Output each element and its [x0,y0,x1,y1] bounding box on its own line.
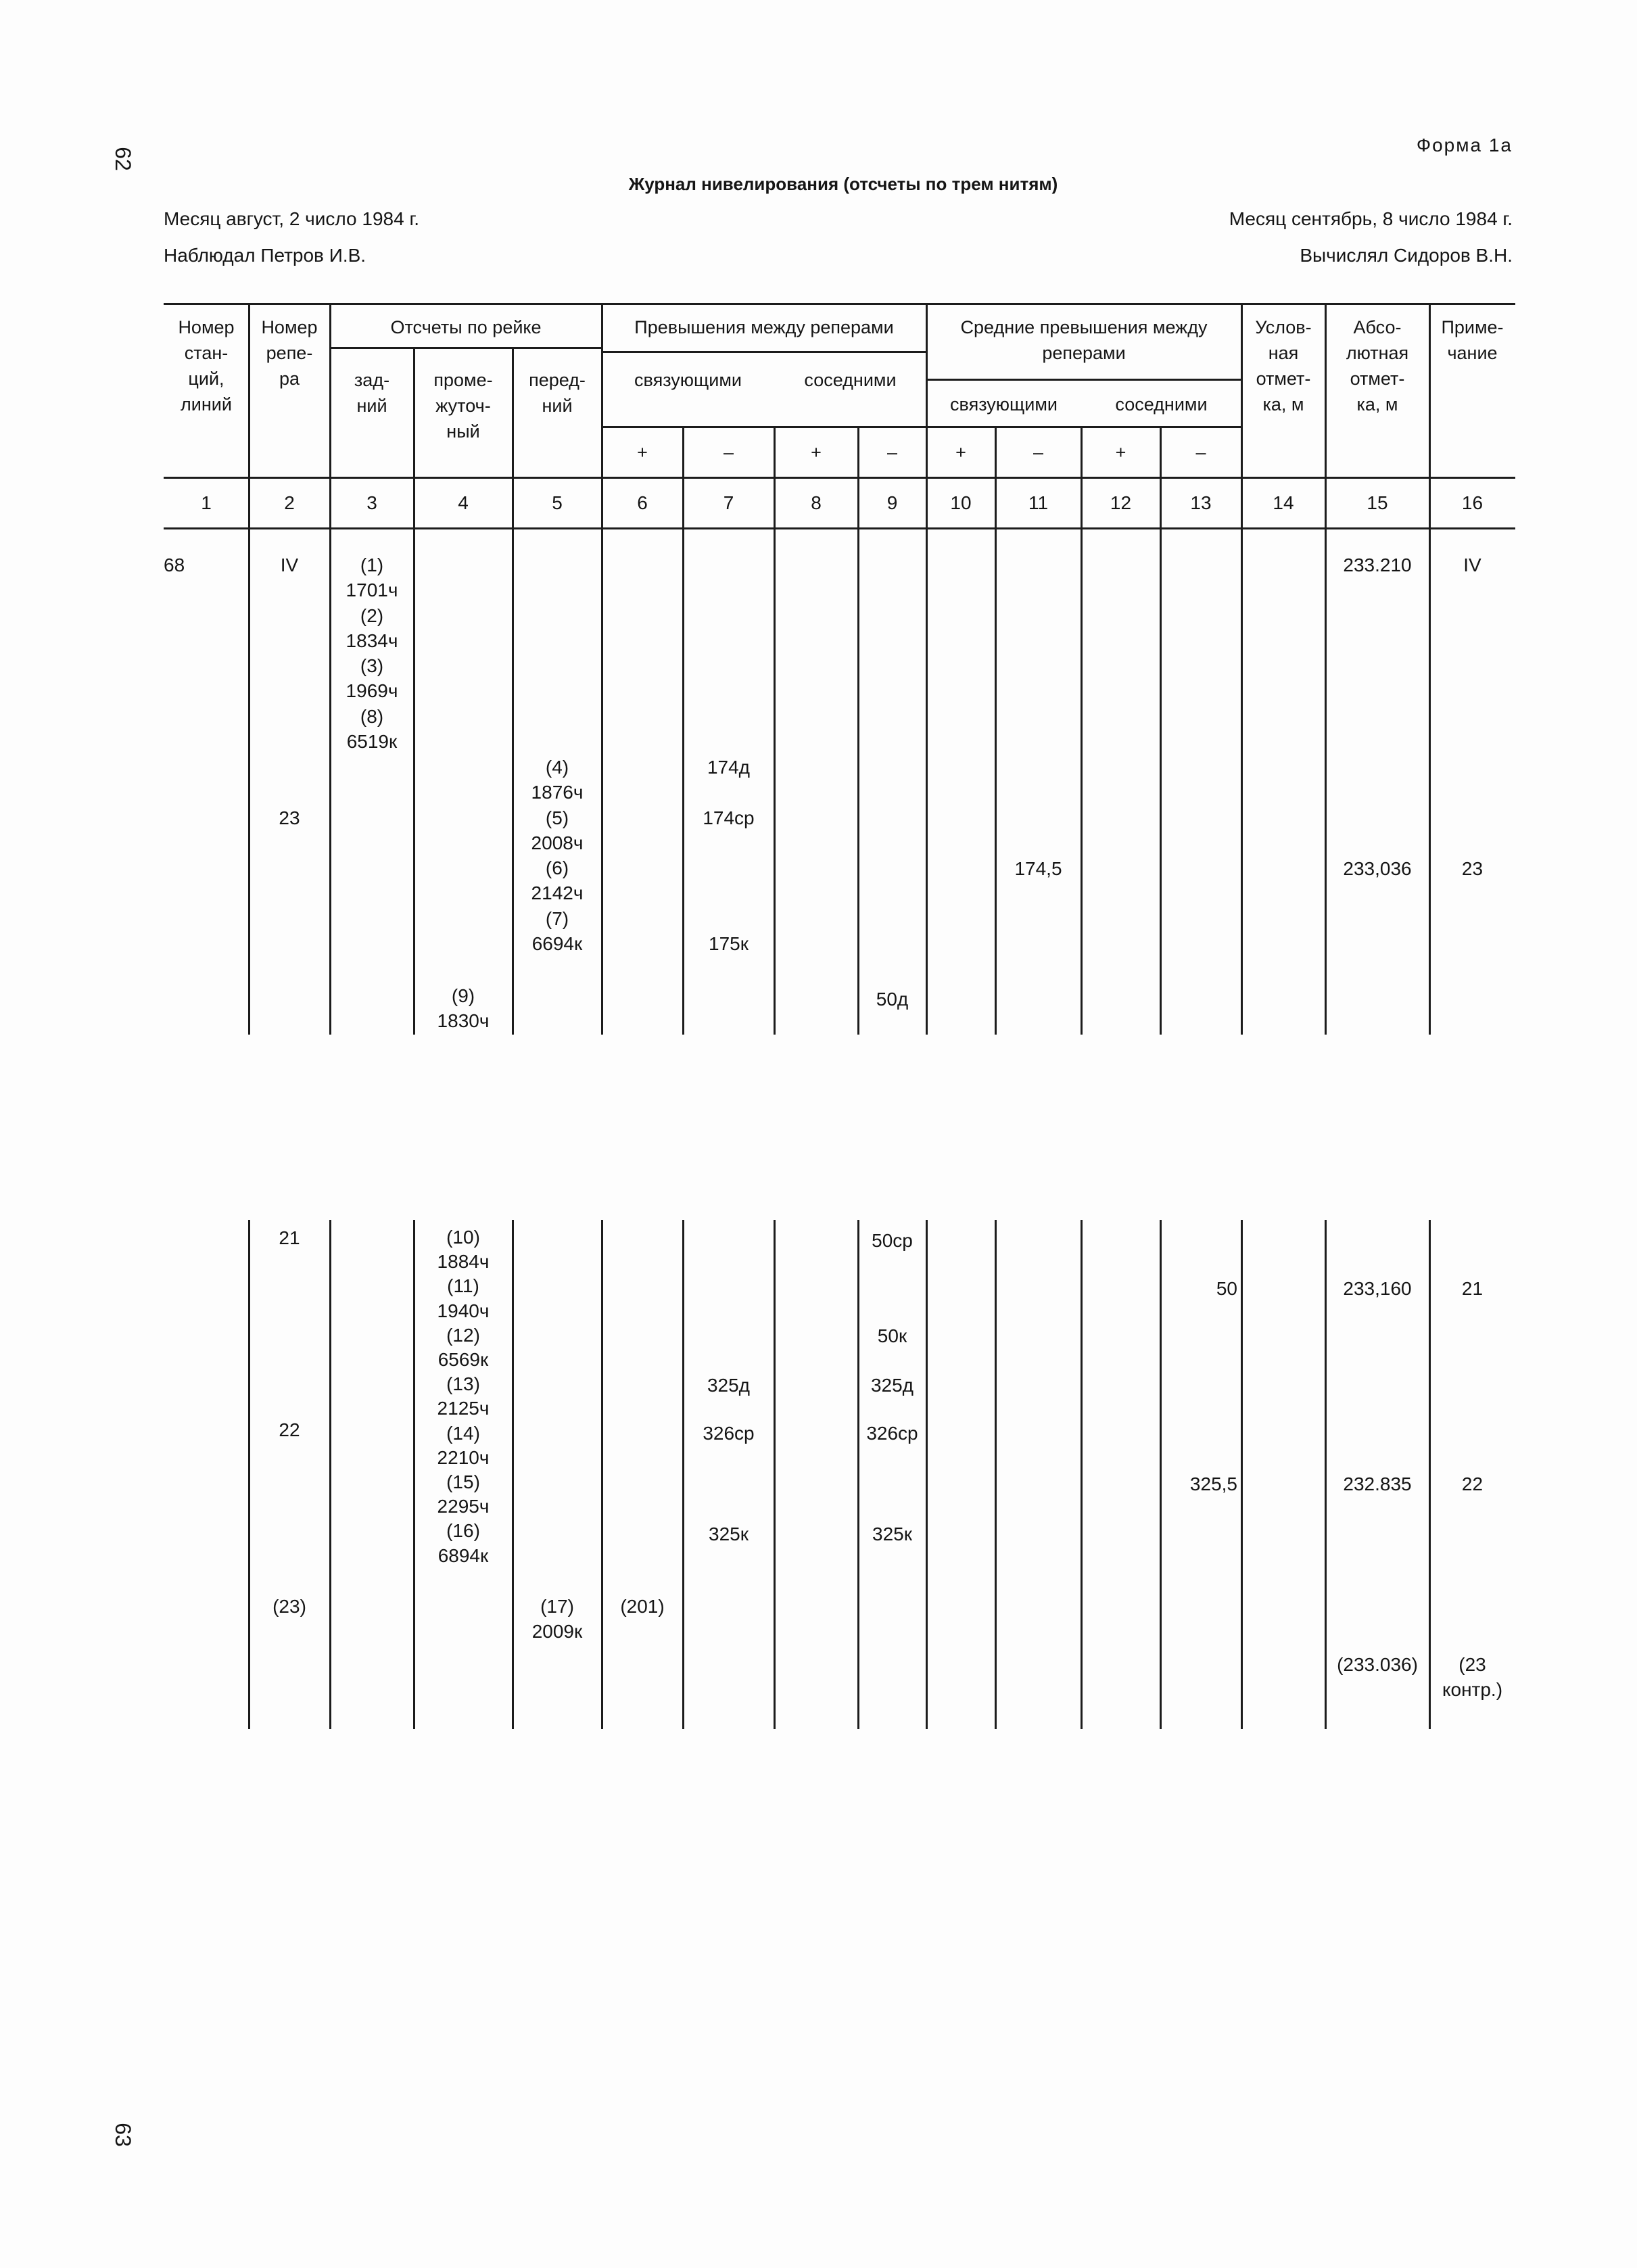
table-rule [329,528,331,1035]
header-station [164,314,249,417]
reading: (14) [446,1422,480,1444]
sign-plus: + [955,442,966,463]
reading: (13) [446,1373,480,1395]
reading: 1969ч [346,680,398,702]
neighbouring-minus-value: 326ср [866,1423,918,1444]
header-line: ная [1268,343,1299,363]
header-conditional-height [1241,314,1325,417]
reading: 1830ч [437,1010,490,1032]
table-rule [1241,304,1243,528]
table-rule [248,1220,250,1729]
sign-plus: + [1115,442,1126,463]
neighbouring-minus-value: 50ср [872,1230,913,1251]
table-rule [1429,1220,1431,1729]
header-linking: связующими [634,370,742,390]
table-rule [1081,427,1083,528]
table-rule [1325,1220,1327,1729]
column-number: 11 [1028,492,1049,513]
table-rule [926,304,928,528]
header-neighbouring: соседними [804,370,897,390]
table-rule [857,427,859,528]
table-rule [330,347,602,349]
note: 23 [1461,858,1484,879]
note: 22 [1461,1473,1484,1494]
absolute-height: 232.835 [1343,1473,1412,1494]
table-rule [601,304,603,528]
reading: 1884ч [437,1251,490,1273]
reading: 6569к [437,1349,489,1371]
header-line: репе- [266,343,313,363]
column-number: 4 [458,492,469,513]
linking-minus-value: 326ср [703,1423,755,1444]
table-rule [512,1220,514,1729]
header-line: ка, м [1356,394,1398,415]
reading: 6694к [531,933,583,955]
front-readings [513,1594,602,1644]
table-rule [682,1220,684,1729]
sign-minus: – [886,442,898,463]
column-number: 6 [637,492,648,513]
linking-minus-value: 174ср [703,807,755,828]
reading: 2008ч [531,832,584,853]
sign-minus: – [1195,442,1206,463]
table-rule [329,1220,331,1729]
column-number: 10 [950,492,972,513]
table-rule [1429,304,1431,528]
reading: 2009к [531,1621,583,1642]
reading: (17) [540,1596,574,1617]
page-number-top: 62 [111,147,135,171]
reading: (6) [545,857,569,879]
station-number: 68 [164,554,185,575]
absolute-height: 233,036 [1343,858,1412,879]
table-rule [926,1220,928,1729]
table-rule [248,528,250,1035]
table-rule [601,1220,603,1729]
header-line: Услов- [1255,317,1312,337]
control-note [1429,1652,1515,1702]
absolute-height: (233.036) [1337,1654,1418,1675]
column-number: 2 [284,492,295,513]
header-note [1429,314,1515,366]
header-line: зад- [354,370,390,390]
table-rule [329,304,331,528]
month-right: Месяц сентябрь, 8 число 1984 г. [1229,208,1513,229]
column-number: 7 [723,492,734,513]
header-line: реперами [1042,343,1126,363]
benchmark-number: 22 [279,1419,300,1440]
table-rule [164,303,1515,305]
header-line: Средние превышения между [960,317,1208,337]
reading: 2210ч [437,1446,490,1468]
reading: 1876ч [531,782,584,803]
header-line: ний [356,396,387,416]
table-rule [857,1220,859,1729]
reading: (8) [360,705,384,727]
reading: 1940ч [437,1300,490,1321]
column-number: 8 [811,492,822,513]
column-number: 5 [552,492,563,513]
reading: (12) [446,1324,480,1346]
table-rule [164,477,1515,479]
sign-plus: + [637,442,648,463]
table-rule [1429,528,1431,1035]
neighbouring-minus-value: 325д [870,1375,914,1396]
linking-minus-value: 174д [707,757,751,778]
header-line: лютная [1346,343,1409,363]
header-benchmark [249,314,330,392]
linking-minus-value: 175к [709,933,749,954]
table-rule [413,348,415,528]
linking-plus-value: (201) [620,1596,665,1617]
table-rule [682,528,684,1035]
column-number: 16 [1461,492,1484,513]
table-rule [1160,528,1162,1035]
table-rule [1160,1220,1162,1729]
header-line: отмет- [1256,369,1311,389]
reading: (2) [360,605,384,626]
reading: (1) [360,554,384,575]
header-absolute-height [1325,314,1429,417]
header-line: стан- [184,343,229,363]
header-mean-neighbouring: соседними [1115,394,1208,415]
table-rule [774,427,776,528]
table-rule [602,426,1241,428]
reading: (5) [545,807,569,828]
column-number: 12 [1110,492,1132,513]
column-number: 15 [1367,492,1388,513]
column-number: 3 [366,492,377,513]
table-rule [512,348,514,528]
column-number: 14 [1273,492,1294,513]
absolute-height: 233,160 [1343,1278,1412,1299]
header-line: жуточ- [435,396,491,416]
header-line: Номер [261,317,318,337]
reading: 6894к [437,1544,489,1566]
table-rule [995,528,997,1035]
header-line: ций, [188,369,224,389]
reading: (3) [360,655,384,677]
header-line: линий [181,394,232,415]
note: 21 [1461,1278,1484,1299]
header-staff-readings: Отсчеты по рейке [390,317,542,337]
mean-linking-minus: 174,5 [1014,858,1062,879]
benchmark-number: 23 [279,807,300,828]
header-line: чание [1447,343,1498,363]
table-rule [682,427,684,528]
reading: (16) [446,1520,480,1542]
neighbouring-minus-value: 325к [872,1523,912,1544]
header-line: ный [446,421,480,442]
table-rule [1081,1220,1083,1729]
column-number: 9 [886,492,898,513]
header-intermediate [414,367,513,444]
reading: (10) [446,1227,480,1248]
header-line: отмет- [1350,369,1405,389]
column-number: 13 [1190,492,1212,513]
header-elevation-diffs: Превышения между реперами [634,317,894,337]
sign-plus: + [811,442,822,463]
table-rule [413,528,415,1035]
benchmark-number: (23) [272,1596,306,1617]
sign-minus: – [723,442,734,463]
reading: (7) [545,907,569,929]
table-rule [926,528,928,1035]
benchmark-number: IV [280,554,299,575]
table-rule [164,527,1515,529]
back-readings [330,552,414,754]
table-rule [995,427,997,528]
header-line: Номер [178,317,235,337]
mean-neighbouring-minus: 325,5 [1189,1473,1237,1494]
table-rule [1241,528,1243,1035]
header-line: Приме- [1441,317,1504,337]
note: IV [1463,554,1481,575]
table-rule [774,1220,776,1729]
note-line: контр.) [1442,1679,1503,1700]
page-title: Журнал нивелирования (отсчеты по трем нитям) [628,174,1058,194]
intermediate-readings [414,983,513,1034]
header-line: ка, м [1262,394,1304,415]
table-rule [601,528,603,1035]
month-left: Месяц август, 2 число 1984 г. [164,208,420,229]
table-rule [1241,1220,1243,1729]
page-number-bottom: 63 [111,2123,135,2147]
neighbouring-minus-value: 50к [877,1325,907,1346]
table-rule [995,1220,997,1729]
note-line: (23 [1458,1654,1486,1675]
reading: 6519к [346,731,398,753]
header-mean-diffs [926,314,1241,366]
table-rule [857,528,859,1035]
header-mean-linking: связующими [950,394,1058,415]
header-line: Абсо- [1353,317,1402,337]
table-rule [774,528,776,1035]
table-rule [1325,528,1327,1035]
column-number: 1 [201,492,212,513]
table-rule [926,379,1241,381]
intermediate-readings [414,1225,513,1568]
reading: 2142ч [531,882,584,904]
form-label: Форма 1а [1416,135,1513,156]
header-line: ра [279,369,300,389]
table-rule [248,304,250,528]
absolute-height: 233.210 [1343,554,1412,575]
header-back [330,367,414,419]
mean-neighbouring-minus: 50 [1216,1278,1237,1299]
reading: 2125ч [437,1398,490,1419]
table-rule [602,351,926,353]
table-rule [413,1220,415,1729]
calculator: Вычислял Сидоров В.Н. [1300,245,1513,266]
reading: (4) [545,757,569,778]
observer: Наблюдал Петров И.В. [164,245,366,266]
table-rule [512,528,514,1035]
neighbouring-minus-value: 50д [876,989,909,1010]
linking-minus-value: 325к [709,1523,749,1544]
header-line: проме- [433,370,493,390]
header-line: перед- [529,370,586,390]
table-rule [1160,427,1162,528]
reading: 2295ч [437,1496,490,1517]
reading: (15) [446,1471,480,1493]
linking-minus-value: 325д [707,1375,751,1396]
reading: 1834ч [346,630,398,651]
sign-minus: – [1033,442,1044,463]
reading: 1701ч [346,580,398,601]
reading: (9) [451,985,475,1006]
benchmark-number: 21 [279,1227,300,1248]
header-line: ний [542,396,573,416]
table-rule [1325,304,1327,528]
front-readings [513,755,602,956]
table-rule [1081,528,1083,1035]
reading: (11) [447,1275,479,1297]
header-front [513,367,602,419]
